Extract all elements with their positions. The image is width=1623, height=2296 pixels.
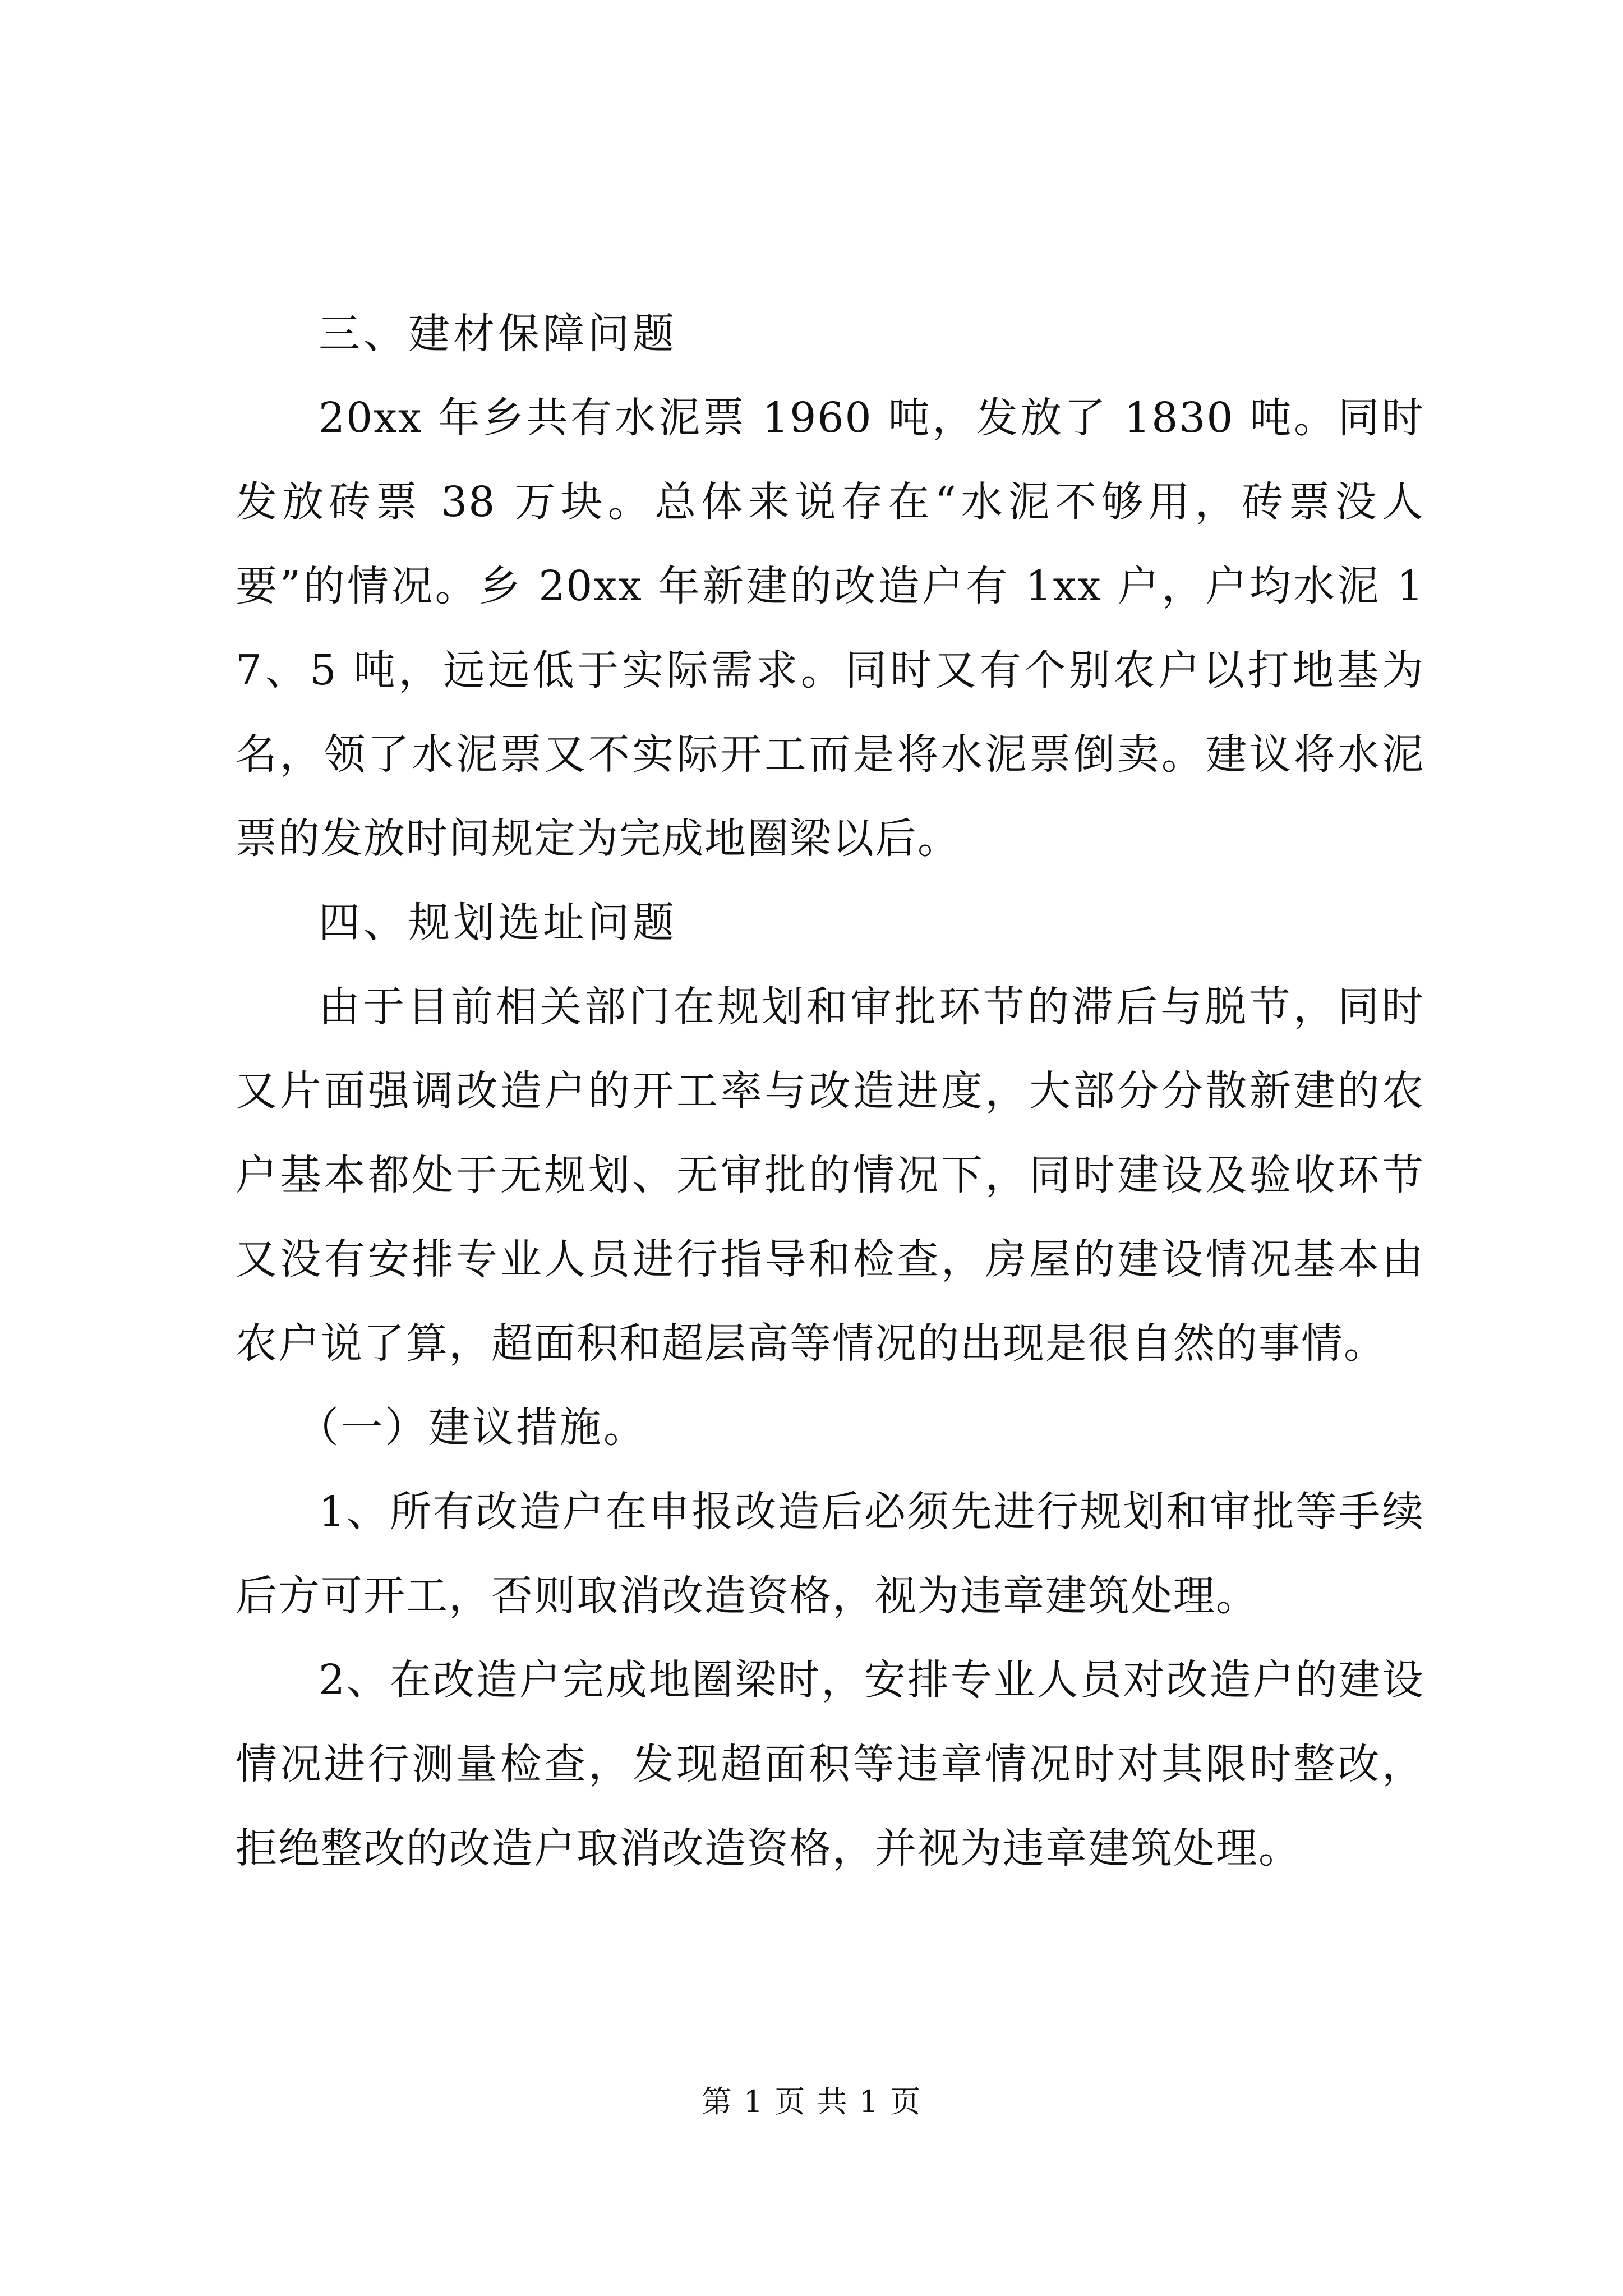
paragraph-building-materials: 20xx 年乡共有水泥票 1960 吨，发放了 1830 吨。同时发放砖票 38 万块。总体来说存在“水泥不够用，砖票没人要”的情况。乡 20xx 年新建的改造户有 1xx 户，户均水泥 17、5 吨，远远低于实际需求。同时又有个别农户以打地基为名，领了水泥票又不实际开工而是将水泥票倒卖。建议将水泥票的发放时间规定为完成地圈梁以后。: [236, 394, 1424, 863]
measure-item-2: 2、在改造户完成地圈梁时，安排专业人员对改造户的建设情况进行测量检查，发现超面积等违章情况时对其限时整改，拒绝整改的改造户取消改造资格，并视为违章建筑处理。: [236, 1656, 1424, 1872]
document-body: [236, 292, 1424, 1890]
measure-item-1: 1、所有改造户在申报改造后必须先进行规划和审批等手续后方可开工，否则取消改造资格，视为违章建筑处理。: [236, 1488, 1424, 1620]
subsection-heading-measures: （一）建议措施。: [297, 1404, 647, 1452]
paragraph-planning-site: 由于目前相关部门在规划和审批环节的滞后与脱节，同时又片面强调改造户的开工率与改造进度，大部分分散新建的农户基本都处于无规划、无审批的情况下，同时建设及验收环节又没有安排专业人员进行指导和检查，房屋的建设情况基本由农户说了算，超面积和超层高等情况的出现是很自然的事情。: [236, 983, 1424, 1368]
section-heading-building-materials: 三、建材保障问题: [319, 310, 677, 358]
page-footer: 第 1 页 共 1 页: [701, 2084, 922, 2119]
section-heading-planning-site: 四、规划选址问题: [319, 899, 677, 947]
